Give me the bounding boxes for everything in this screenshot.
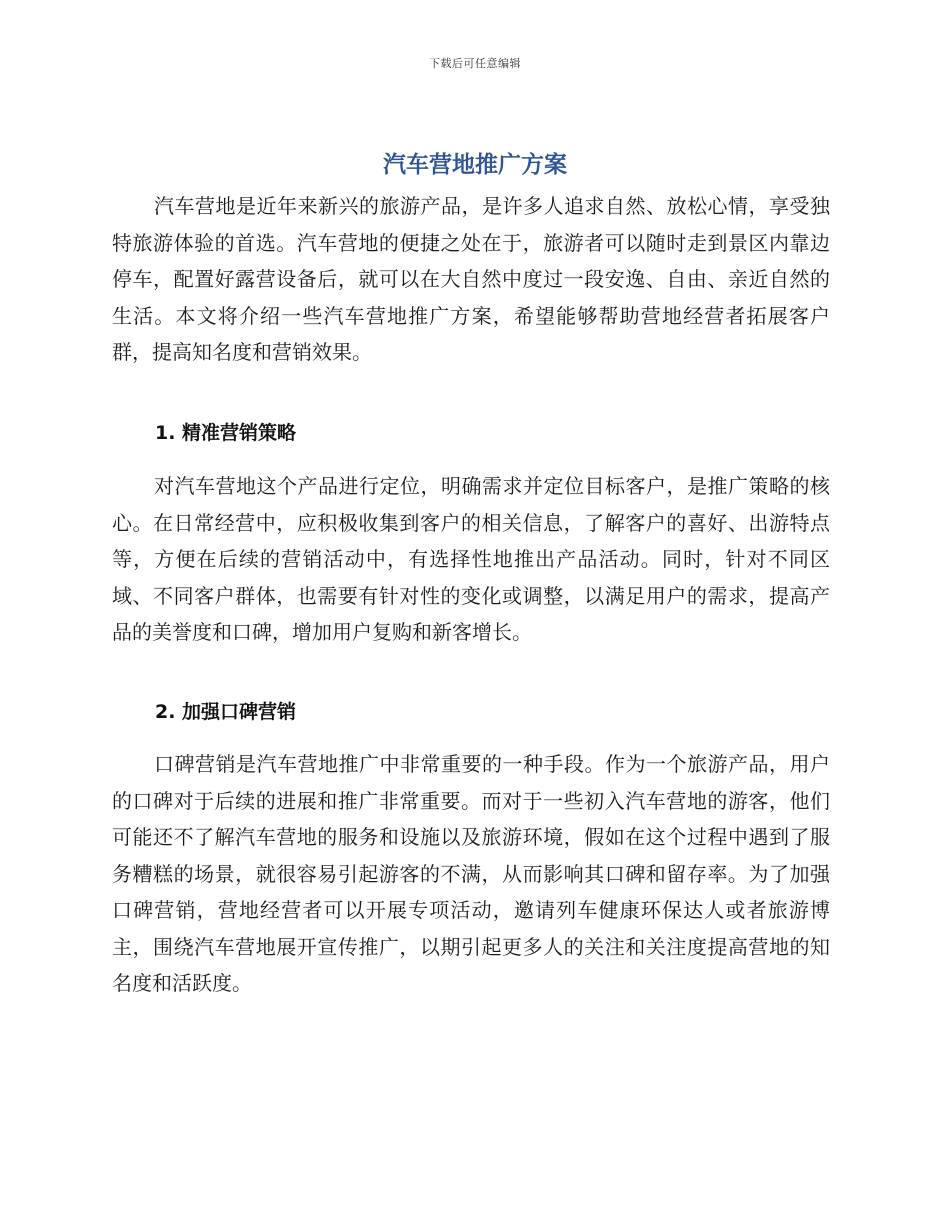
document-title: 汽车营地推广方案 — [383, 152, 567, 178]
section-heading-2: 2. 加强口碑营销 — [155, 701, 297, 723]
intro-paragraph: 汽车营地是近年来新兴的旅游产品，是许多人追求自然、放松心情，享受独特旅游体验的首选。汽车营地的便捷之处在于，旅游者可以随时走到景区内靠边停车，配置好露营设备后，就可以在大自然中度过一段安逸、自由、亲近自然的生活。本文将介绍一些汽车营地推广方案，希望能够帮助营地经营者拓展客户群，提高知名度和营销效果。 — [112, 194, 830, 364]
section-heading-1: 1. 精准营销策略 — [155, 422, 297, 444]
header-note: 下载后可任意编辑 — [429, 57, 521, 70]
section-body-2: 口碑营销是汽车营地推广中非常重要的一种手段。作为一个旅游产品，用户的口碑对于后续的进展和推广非常重要。而对于一些初入汽车营地的游客，他们可能还不了解汽车营地的服务和设施以及旅游环境，假如在这个过程中遇到了服务糟糕的场景，就很容易引起游客的不满，从而影响其口碑和留存率。为了加强口碑营销，营地经营者可以开展专项活动，邀请列车健康环保达人或者旅游博主，围绕汽车营地展开宣传推广，以期引起更多人的关注和关注度提高营地的知名度和活跃度。 — [112, 752, 830, 995]
section-body-1: 对汽车营地这个产品进行定位，明确需求并定位目标客户，是推广策略的核心。在日常经营中，应积极收集到客户的相关信息，了解客户的喜好、出游特点等，方便在后续的营销活动中，有选择性地推出产品活动。同时，针对不同区域、不同客户群体，也需要有针对性的变化或调整，以满足用户的需求，提高产品的美誉度和口碑，增加用户复购和新客增长。 — [112, 474, 830, 644]
